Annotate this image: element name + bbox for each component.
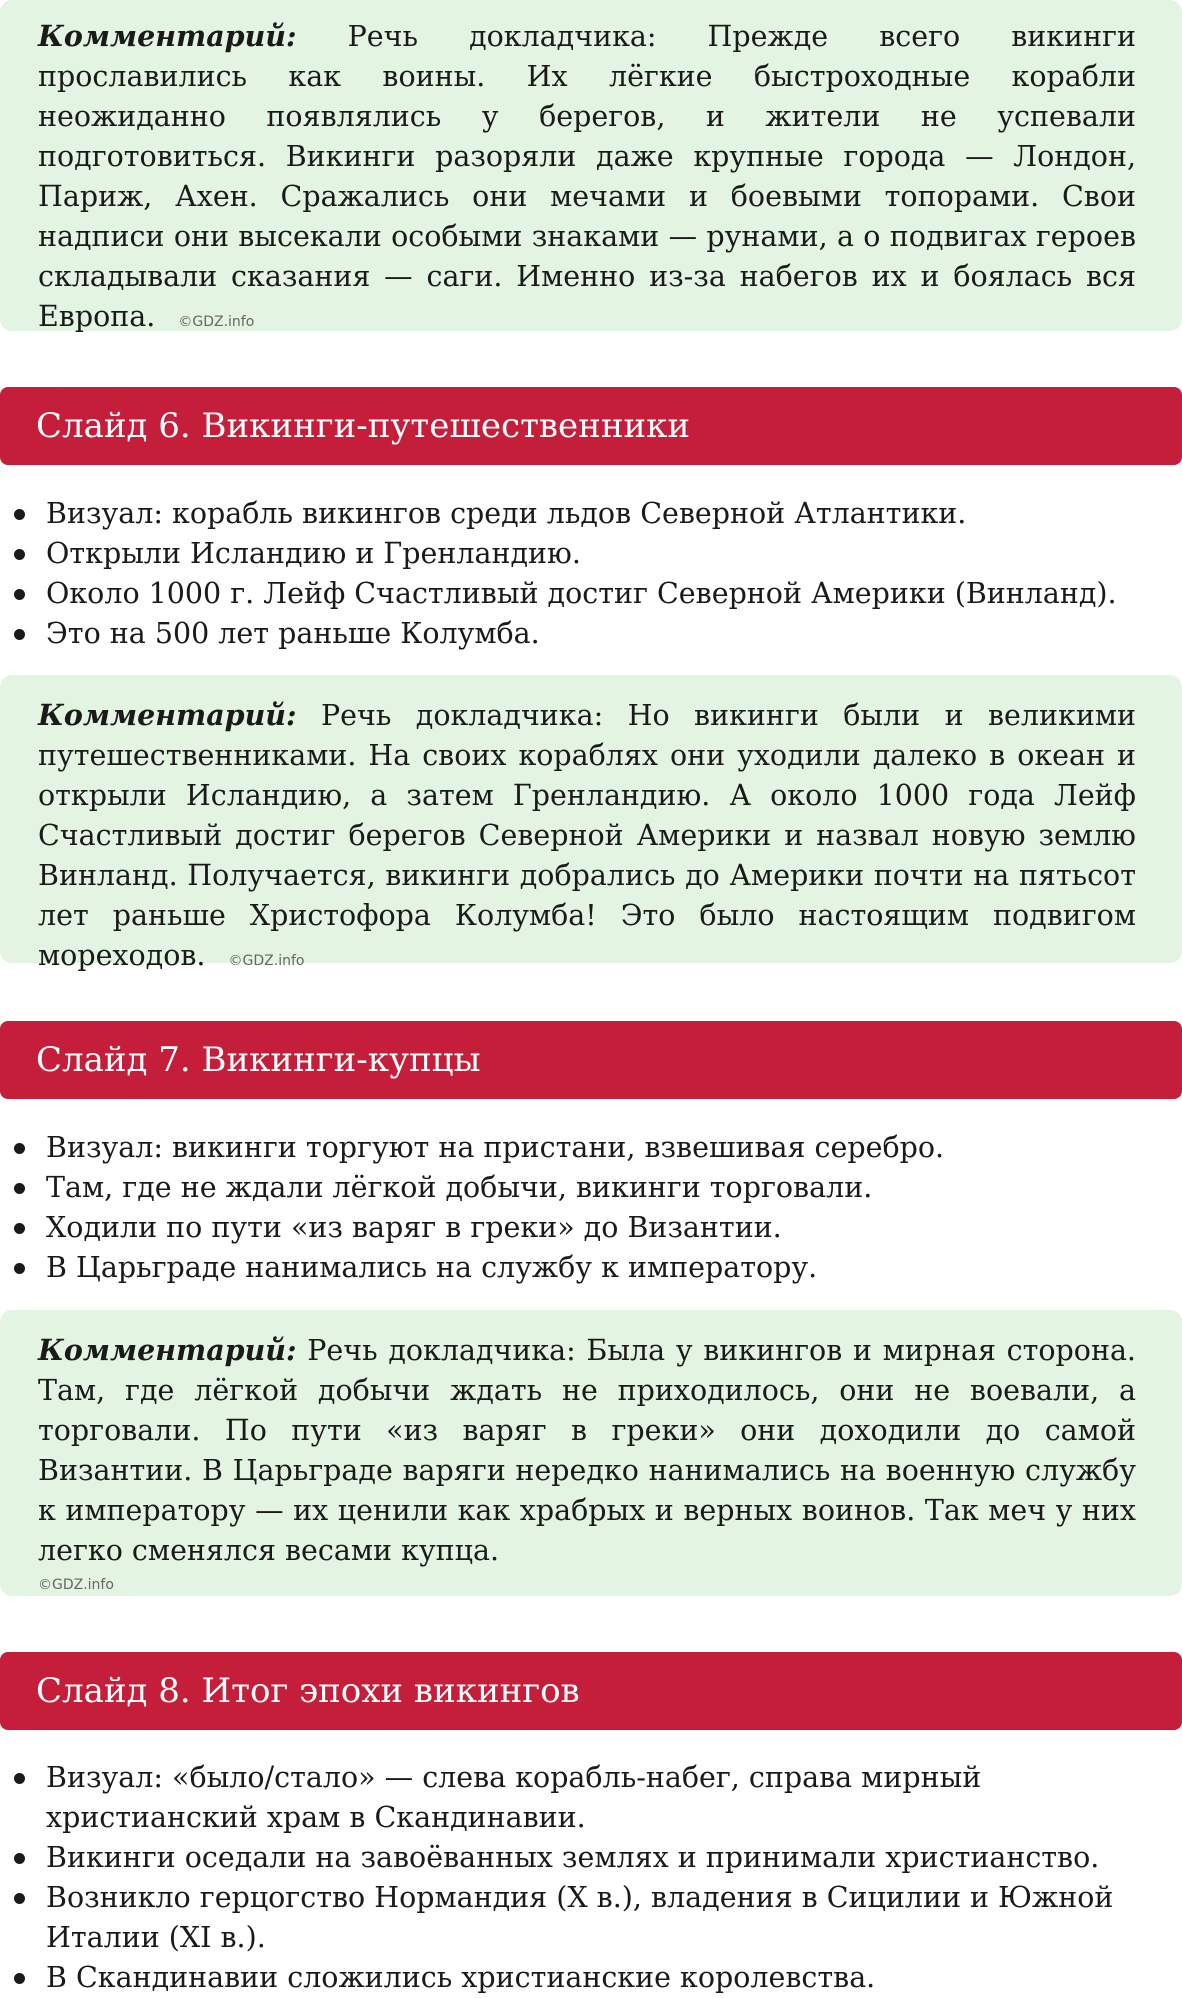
comment-label: Комментарий: [38,19,297,53]
bullet-item [0,534,1182,574]
slide-6-header [0,387,1182,465]
bullet-dot-icon [14,1263,25,1274]
comment-text: Речь докладчика: Прежде всего викинги прославились как воины. Их лёгкие быстроходные корабли неожиданно появлялись у берегов, и жители не успевали подготовиться. Викинги разоряли даже крупные города — Лондон, Париж, Ахен. Сражались они мечами и боевыми топорами. Свои надписи они высекали особыми знаками — рунами, а о подвигах героев складывали сказания — саги. Именно из-за набегов их и боялась вся Европа. [38,20,1136,333]
watermark-stamp: ©GDZ.info [228,953,305,969]
comment-text: Речь докладчика: Но викинги были и великими путешественниками. На своих кораблях они уходили далеко в океан и открыли Исландию, а затем Гренландию. А около 1000 года Лейф Счастливый достиг берегов Северной Америки и назвал новую землю Винланд. Получается, викинги добрались до Америки почти на пятьсот лет раньше Христофора Колумба! Это было настоящим подвигом мореходов. [38,699,1136,972]
watermark-stamp: ©GDZ.info [178,314,255,330]
slide-title: Слайд 7. Викинги-купцы [36,1040,481,1080]
bullet-item [0,1168,1182,1208]
bullet-dot-icon [14,589,25,600]
bullet-text: Там, где не ждали лёгкой добычи, викинги торговали. [46,1171,873,1204]
bullet-item [0,614,1182,654]
slide-title: Слайд 6. Викинги-путешественники [36,406,691,446]
bullet-text: Возникло герцогство Нормандия (X в.), владения в Сицилии и Южной Италии (XI в.). [46,1881,1114,1954]
comment-label: Комментарий: [38,1333,297,1367]
bullet-text: В Скандинавии сложились христианские королевства. [46,1961,876,1994]
bullet-text: Визуал: корабль викингов среди льдов Северной Атлантики. [46,497,967,530]
slide-8-bullets [0,1758,1182,1998]
slide-6-bullets [0,494,1182,654]
bullet-item [0,1878,1182,1958]
bullet-item [0,1958,1182,1998]
bullet-item [0,1248,1182,1288]
slide-title: Слайд 8. Итог эпохи викингов [36,1671,580,1711]
bullet-text: Около 1000 г. Лейф Счастливый достиг Северной Америки (Винланд). [46,577,1117,610]
bullet-item [0,1838,1182,1878]
bullet-item [0,1208,1182,1248]
comment-label: Комментарий: [38,698,297,732]
bullet-dot-icon [14,509,25,520]
comment-block-slide-7 [0,1310,1182,1596]
bullet-dot-icon [14,1893,25,1904]
slide-8-header [0,1652,1182,1730]
bullet-text: Открыли Исландию и Гренландию. [46,537,581,570]
bullet-dot-icon [14,1973,25,1984]
bullet-item [0,494,1182,534]
bullet-dot-icon [14,1143,25,1154]
bullet-dot-icon [14,1223,25,1234]
bullet-dot-icon [14,1773,25,1784]
bullet-dot-icon [14,1183,25,1194]
bullet-item [0,1758,1182,1838]
comment-block-slide-6 [0,675,1182,972]
bullet-text: В Царьграде нанимались на службу к императору. [46,1251,818,1284]
bullet-item [0,574,1182,614]
slide-7-bullets [0,1128,1182,1288]
comment-block-slide-5 [0,0,1182,331]
bullet-item [0,1128,1182,1168]
bullet-text: Это на 500 лет раньше Колумба. [46,617,540,650]
bullet-text: Визуал: «было/стало» — слева корабль-набег, справа мирный христианский храм в Скандинавии. [46,1761,982,1834]
bullet-text: Визуал: викинги торгуют на пристани, взвешивая серебро. [46,1131,945,1164]
slide-7-header [0,1021,1182,1099]
bullet-dot-icon [14,549,25,560]
bullet-text: Викинги оседали на завоёванных землях и принимали христианство. [46,1841,1100,1874]
bullet-dot-icon [14,1853,25,1864]
bullet-dot-icon [14,629,25,640]
bullet-text: Ходили по пути «из варяг в греки» до Византии. [46,1211,782,1244]
comment-text: Речь докладчика: Была у викингов и мирная сторона. Там, где лёгкой добычи ждать не приходилось, они не воевали, а торговали. По пути «из варяг в греки» они доходили до самой Византии. В Царьграде варяги нередко нанимались на военную службу к императору — их ценили как храбрых и верных воинов. Так меч у них легко сменялся весами купца. [38,1334,1136,1567]
watermark-stamp: ©GDZ.info [38,1577,114,1593]
